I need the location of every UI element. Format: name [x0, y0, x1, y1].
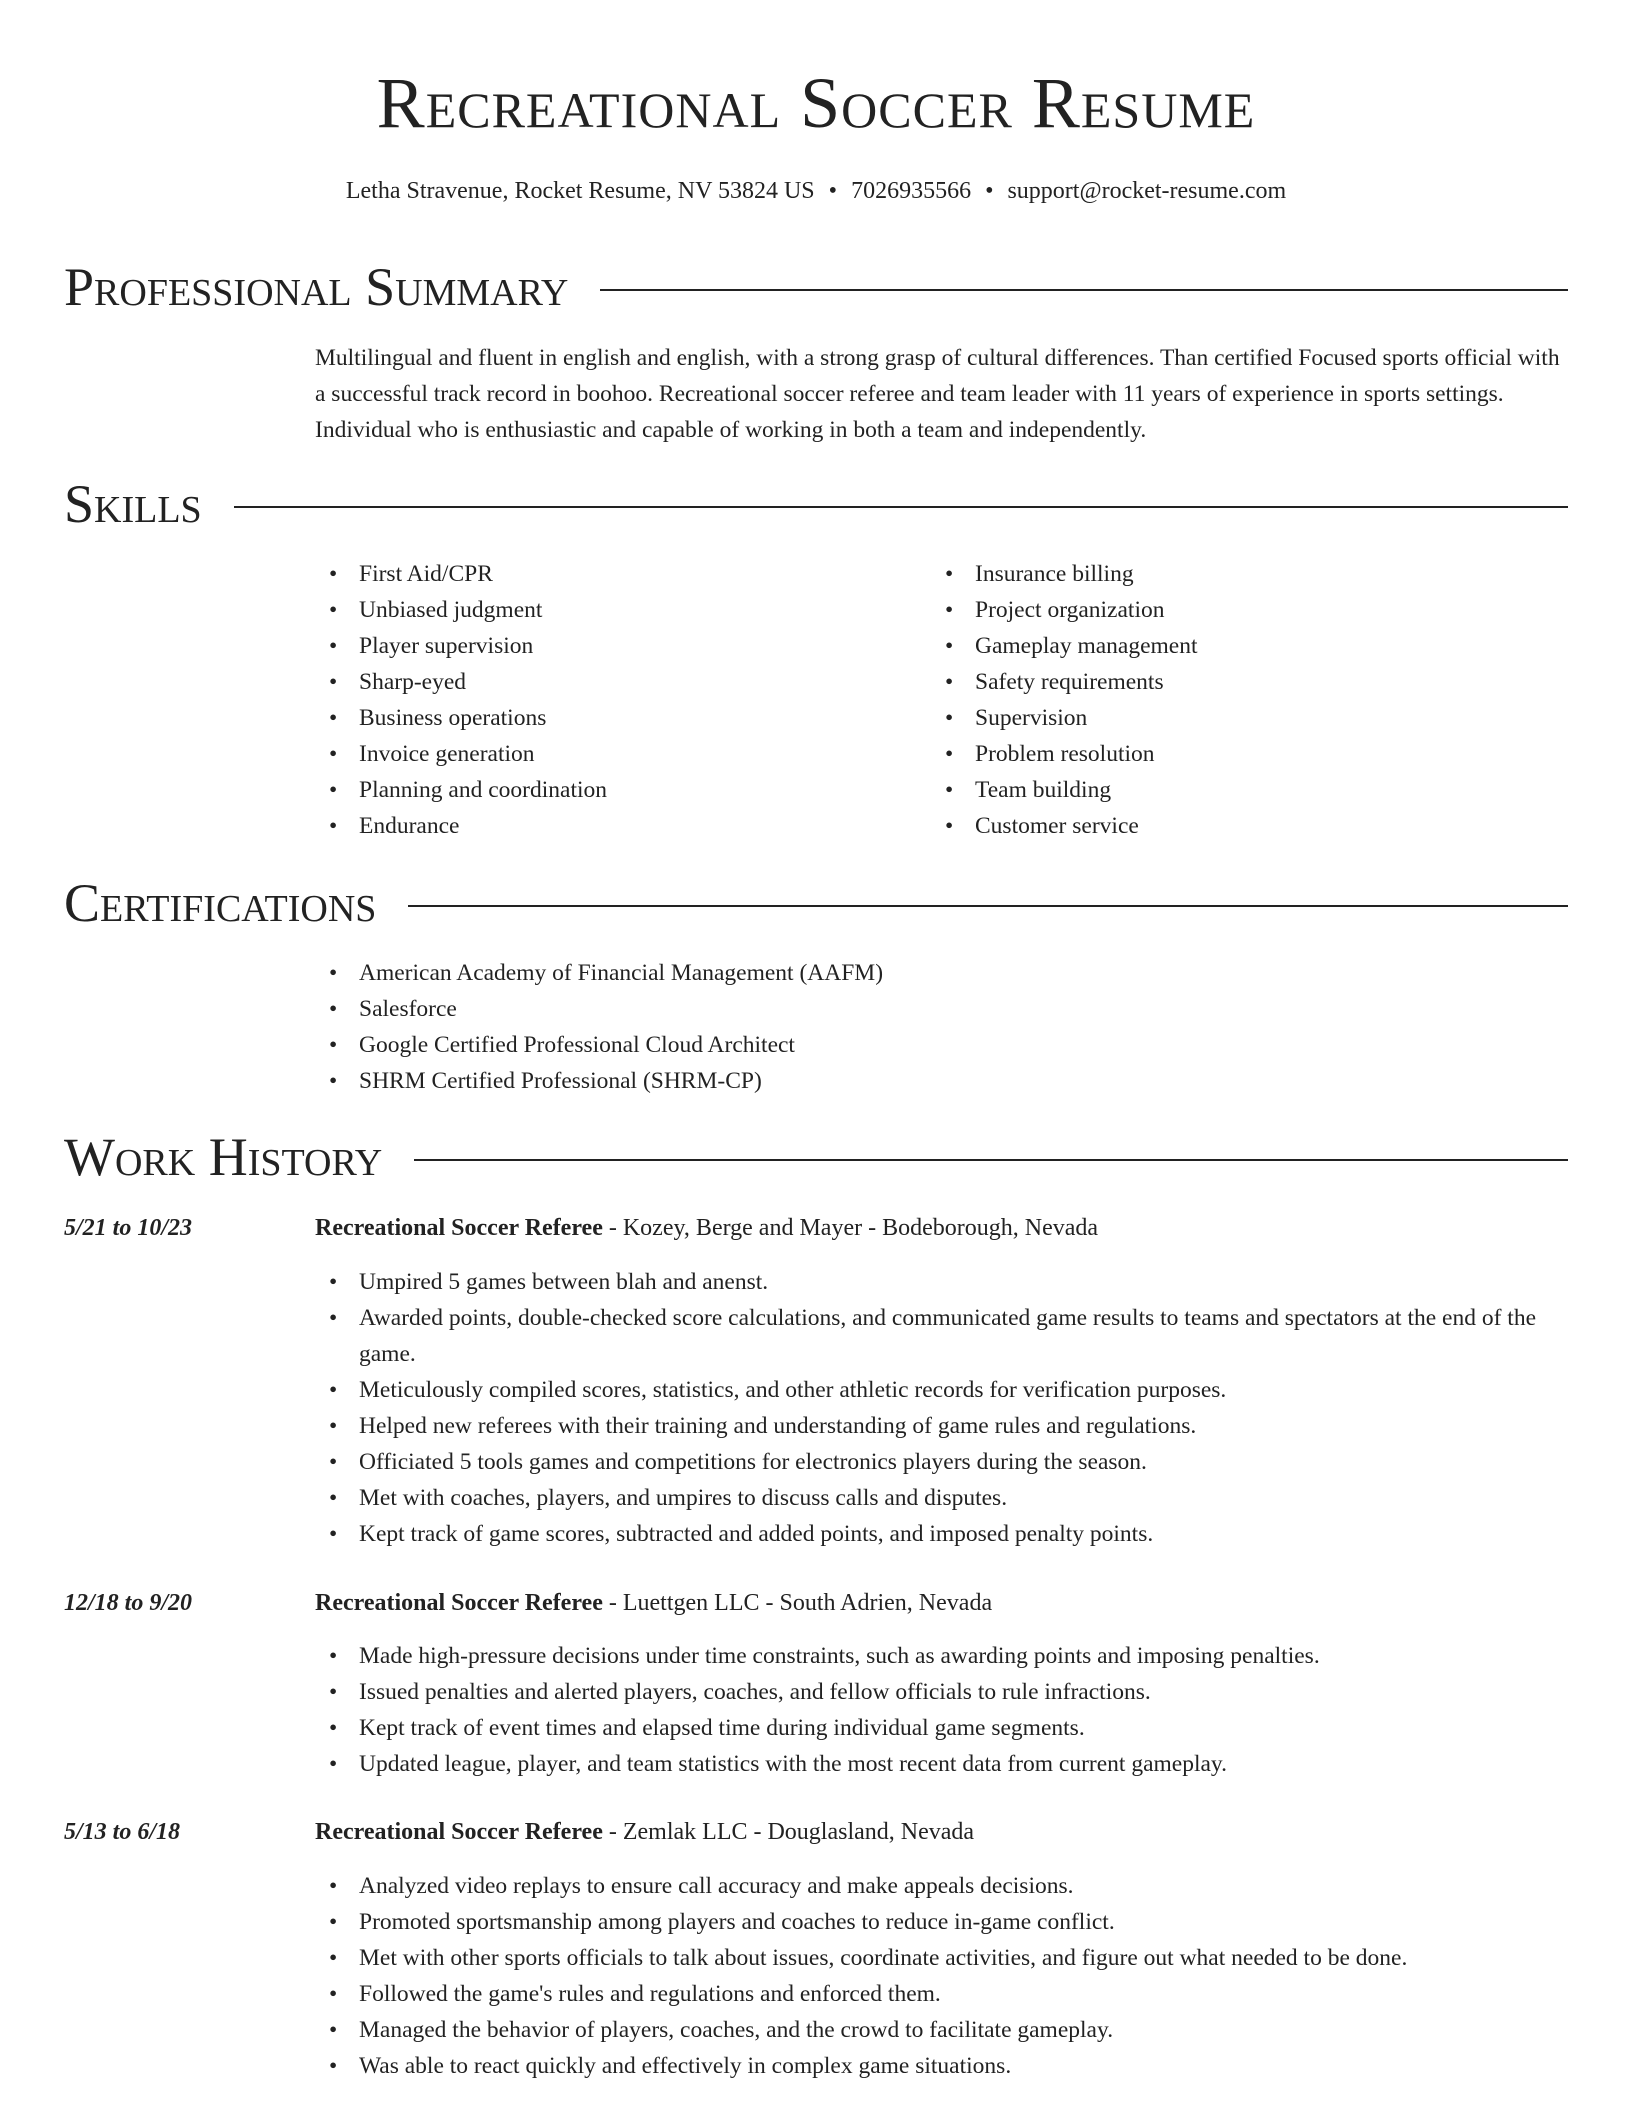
job-duties-list	[315, 1868, 1568, 2084]
section-title: Work History	[64, 1127, 383, 1187]
resume-title: Recreational Soccer Resume	[376, 63, 1256, 143]
job-heading	[315, 1210, 1568, 1246]
section-heading-skills	[64, 472, 1568, 536]
certification-item: • Google Certified Professional Cloud Architect	[315, 1027, 1515, 1063]
skill-item: • Sharp-eyed	[315, 664, 875, 700]
job-employer: - Luettgen LLC - South Adrien, Nevada	[608, 1590, 993, 1616]
skill-item: • Team building	[931, 772, 1491, 808]
job-duty-item: • Updated league, player, and team statistics with the most recent data from current gameplay.	[315, 1746, 1568, 1782]
certification-item: • SHRM Certified Professional (SHRM-CP)	[315, 1063, 1515, 1099]
job-duty-item: • Met with other sports officials to talk about issues, coordinate activities, and figure out what needed to be done.	[315, 1940, 1568, 1976]
skills-list-left	[315, 556, 875, 844]
section-heading-work-history	[64, 1125, 1568, 1189]
job-duty-item: • Promoted sportsmanship among players and coaches to reduce in-game conflict.	[315, 1904, 1568, 1940]
contact-email: support@rocket-resume.com	[1007, 178, 1287, 204]
skill-item: • Invoice generation	[315, 736, 875, 772]
job-duty-item: • Issued penalties and alerted players, coaches, and fellow officials to rule infractions.	[315, 1674, 1568, 1710]
section-heading-certifications	[64, 871, 1568, 935]
skills-list-right	[931, 556, 1491, 844]
skill-item: • Unbiased judgment	[315, 592, 875, 628]
skill-item: • Planning and coordination	[315, 772, 875, 808]
job-employer: - Kozey, Berge and Mayer - Bodeborough, Nevada	[608, 1215, 1099, 1241]
skill-item: • Insurance billing	[931, 556, 1491, 592]
job-employer: - Zemlak LLC - Douglasland, Nevada	[608, 1819, 975, 1845]
job-dates: 12/18 to 9/20	[64, 1590, 193, 1616]
contact-line	[0, 174, 1632, 208]
job-duty-item: • Officiated 5 tools games and competitions for electronics players during the season.	[315, 1444, 1568, 1480]
skill-item: • Project organization	[931, 592, 1491, 628]
section-title: Skills	[64, 474, 202, 534]
job-duties-list	[315, 1638, 1568, 1782]
certifications-list	[315, 955, 1515, 1099]
skill-item: • Supervision	[931, 700, 1491, 736]
skill-item: • Endurance	[315, 808, 875, 844]
skill-item: • Problem resolution	[931, 736, 1491, 772]
job-duty-item: • Awarded points, double-checked score calculations, and communicated game results to teams and spectators at the end of the game.	[315, 1300, 1568, 1372]
contact-address: Letha Stravenue, Rocket Resume, NV 53824 US	[345, 178, 815, 204]
job-heading	[315, 1585, 1568, 1621]
certification-item: • American Academy of Financial Management (AAFM)	[315, 955, 1515, 991]
section-divider	[234, 506, 1568, 508]
job-title: Recreational Soccer Referee	[315, 1590, 603, 1616]
certification-item: • Salesforce	[315, 991, 1515, 1027]
job-dates: 5/13 to 6/18	[64, 1819, 181, 1845]
job-title: Recreational Soccer Referee	[315, 1819, 603, 1845]
job-duty-item: • Managed the behavior of players, coaches, and the crowd to facilitate gameplay.	[315, 2012, 1568, 2048]
section-divider	[408, 905, 1568, 907]
section-divider	[414, 1159, 1568, 1161]
job-duty-item: • Followed the game's rules and regulations and enforced them.	[315, 1976, 1568, 2012]
skill-item: • Business operations	[315, 700, 875, 736]
job-dates: 5/21 to 10/23	[64, 1215, 193, 1241]
skill-item: • Gameplay management	[931, 628, 1491, 664]
job-duty-item: • Kept track of game scores, subtracted and added points, and imposed penalty points.	[315, 1516, 1568, 1552]
job-duty-item: • Umpired 5 games between blah and anenst.	[315, 1264, 1568, 1300]
skill-item: • First Aid/CPR	[315, 556, 875, 592]
section-title: Professional Summary	[64, 257, 569, 317]
job-duty-item: • Helped new referees with their training and understanding of game rules and regulations.	[315, 1408, 1568, 1444]
section-divider	[600, 289, 1568, 291]
contact-phone: 7026935566	[851, 178, 972, 204]
job-duty-item: • Met with coaches, players, and umpires to discuss calls and disputes.	[315, 1480, 1568, 1516]
skill-item: • Safety requirements	[931, 664, 1491, 700]
job-duty-item: • Made high-pressure decisions under time constraints, such as awarding points and imposing penalties.	[315, 1638, 1568, 1674]
contact-separator: •	[828, 178, 838, 204]
skill-item: • Player supervision	[315, 628, 875, 664]
job-heading	[315, 1814, 1568, 1850]
skill-item: • Customer service	[931, 808, 1491, 844]
job-duty-item: • Was able to react quickly and effectively in complex game situations.	[315, 2048, 1568, 2084]
job-title: Recreational Soccer Referee	[315, 1215, 603, 1241]
summary-paragraph: Multilingual and fluent in english and english, with a strong grasp of cultural differences. Than certified Focused sports official with a successful track record in boohoo. Recreational soccer referee and team leader with 11 years of experience in sports settings. Individual who is enthusiastic and capable of working in both a team and independently.	[315, 345, 1560, 443]
contact-separator: •	[985, 178, 994, 204]
job-duties-list	[315, 1264, 1568, 1552]
section-heading-summary	[64, 255, 1568, 319]
job-duty-item: • Meticulously compiled scores, statistics, and other athletic records for verification purposes.	[315, 1372, 1568, 1408]
section-title: Certifications	[64, 873, 377, 933]
job-duty-item: • Analyzed video replays to ensure call accuracy and make appeals decisions.	[315, 1868, 1568, 1904]
job-duty-item: • Kept track of event times and elapsed time during individual game segments.	[315, 1710, 1568, 1746]
